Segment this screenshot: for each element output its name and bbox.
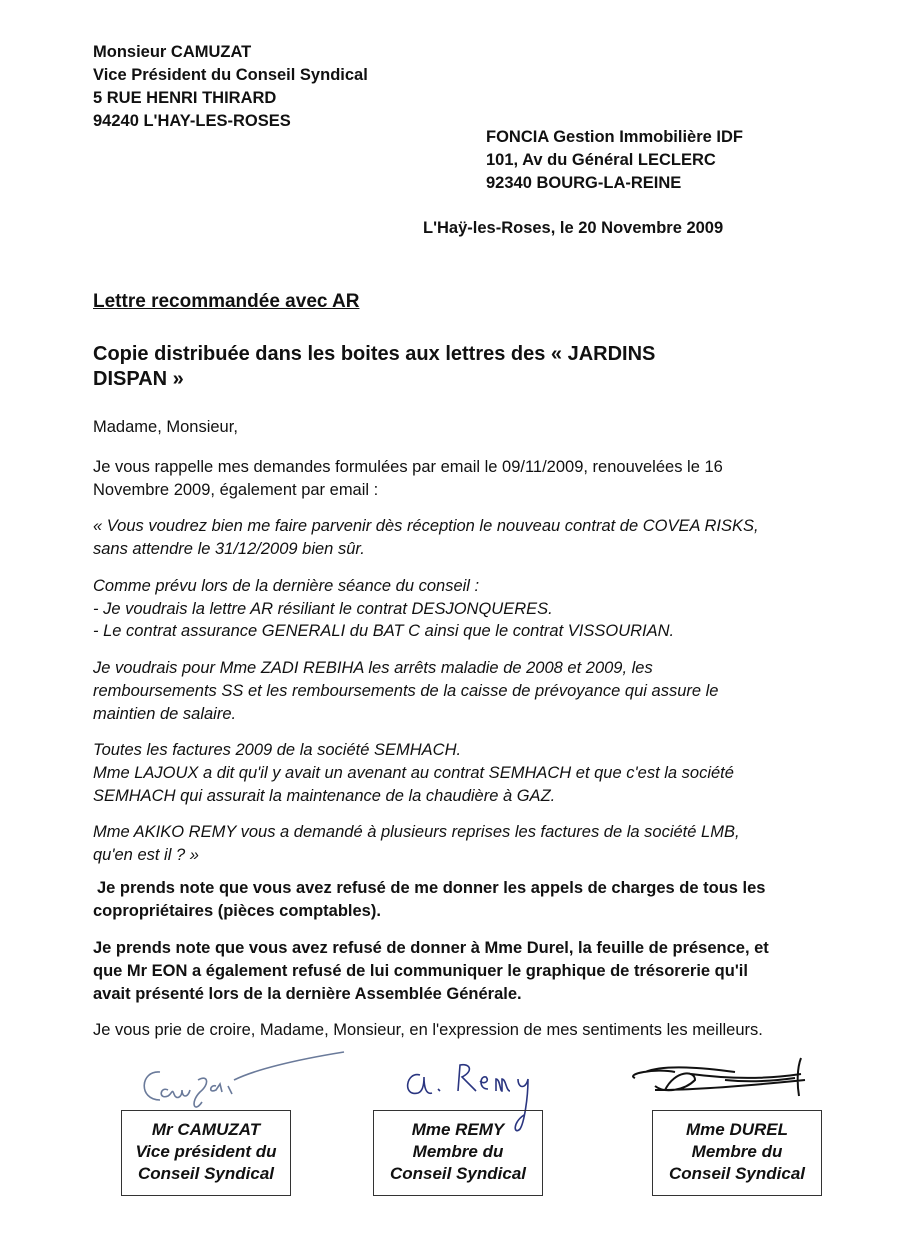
quote-line: Je voudrais pour Mme ZADI REBIHA les arrêts maladie de 2008 et 2009, les <box>93 659 653 677</box>
quote-line: SEMHACH qui assurait la maintenance de la chaudière à GAZ. <box>93 787 556 805</box>
signature-camuzat <box>130 1050 360 1110</box>
salutation: Madame, Monsieur, <box>93 418 238 436</box>
quote-line: maintien de salaire. <box>93 705 237 723</box>
signatory-role: Conseil Syndical <box>668 1164 806 1183</box>
signatory-name: Mme REMY <box>411 1120 505 1139</box>
signatory-role: Conseil Syndical <box>389 1164 527 1183</box>
quote-line: Comme prévu lors de la dernière séance du conseil : <box>93 577 480 595</box>
subject-line: DISPAN » <box>93 368 184 390</box>
signatory-box-durel <box>652 1110 822 1196</box>
sender-line: 94240 L'HAY-LES-ROSES <box>93 112 291 130</box>
signatory-name: Mr CAMUZAT <box>151 1120 261 1139</box>
signatory-box-camuzat <box>121 1110 291 1196</box>
signatory-role: Membre du <box>691 1142 783 1161</box>
signatory-box-remy <box>373 1110 543 1196</box>
bold-paragraph-line: Je prends note que vous avez refusé de me donner les appels de charges de tous les <box>97 879 766 897</box>
quote-line: sans attendre le 31/12/2009 bien sûr. <box>93 540 365 558</box>
delivery-mode: Lettre recommandée avec AR <box>93 291 360 312</box>
quote-line: qu'en est il ? » <box>93 846 199 864</box>
recipient-line: FONCIA Gestion Immobilière IDF <box>486 128 743 146</box>
quote-line: « Vous voudrez bien me faire parvenir dès réception le nouveau contrat de COVEA RISKS, <box>93 517 759 535</box>
quote-line: Mme AKIKO REMY vous a demandé à plusieurs reprises les factures de la société LMB, <box>93 823 740 841</box>
bold-paragraph-line: copropriétaires (pièces comptables). <box>93 902 381 920</box>
quote-line: Mme LAJOUX a dit qu'il y avait un avenant au contrat SEMHACH et que c'est la société <box>93 764 734 782</box>
closing-line: Je vous prie de croire, Madame, Monsieur, en l'expression de mes sentiments les meilleurs. <box>93 1021 763 1039</box>
signatory-role: Membre du <box>412 1142 504 1161</box>
date-line: L'Haÿ-les-Roses, le 20 Novembre 2009 <box>423 219 724 237</box>
recipient-line: 92340 BOURG-LA-REINE <box>486 174 682 192</box>
paragraph-line: Novembre 2009, également par email : <box>93 481 379 499</box>
signature-durel <box>625 1050 825 1110</box>
bold-paragraph-line: Je prends note que vous avez refusé de donner à Mme Durel, la feuille de présence, et <box>93 939 769 957</box>
signatory-name: Mme DUREL <box>685 1120 788 1139</box>
quote-line: Toutes les factures 2009 de la société SEMHACH. <box>93 741 462 759</box>
quote-line: remboursements SS et les remboursements de la caisse de prévoyance qui assure le <box>93 682 719 700</box>
subject-line: Copie distribuée dans les boites aux lettres des « JARDINS <box>93 343 656 365</box>
sender-line: Vice Président du Conseil Syndical <box>93 66 368 84</box>
signatory-role: Vice président du <box>135 1142 277 1161</box>
signatory-role: Conseil Syndical <box>137 1164 275 1183</box>
sender-line: 5 RUE HENRI THIRARD <box>93 89 277 107</box>
sender-line: Monsieur CAMUZAT <box>93 43 252 61</box>
paragraph-line: Je vous rappelle mes demandes formulées par email le 09/11/2009, renouvelées le 16 <box>93 458 723 476</box>
bold-paragraph-line: avait présenté lors de la dernière Assemblée Générale. <box>93 985 522 1003</box>
quote-line: - Le contrat assurance GENERALI du BAT C ainsi que le contrat VISSOURIAN. <box>93 622 675 640</box>
recipient-line: 101, Av du Général LECLERC <box>486 151 716 169</box>
quote-line: - Je voudrais la lettre AR résiliant le contrat DESJONQUERES. <box>93 600 553 618</box>
bold-paragraph-line: que Mr EON a également refusé de lui communiquer le graphique de trésorerie qu'il <box>93 962 748 980</box>
